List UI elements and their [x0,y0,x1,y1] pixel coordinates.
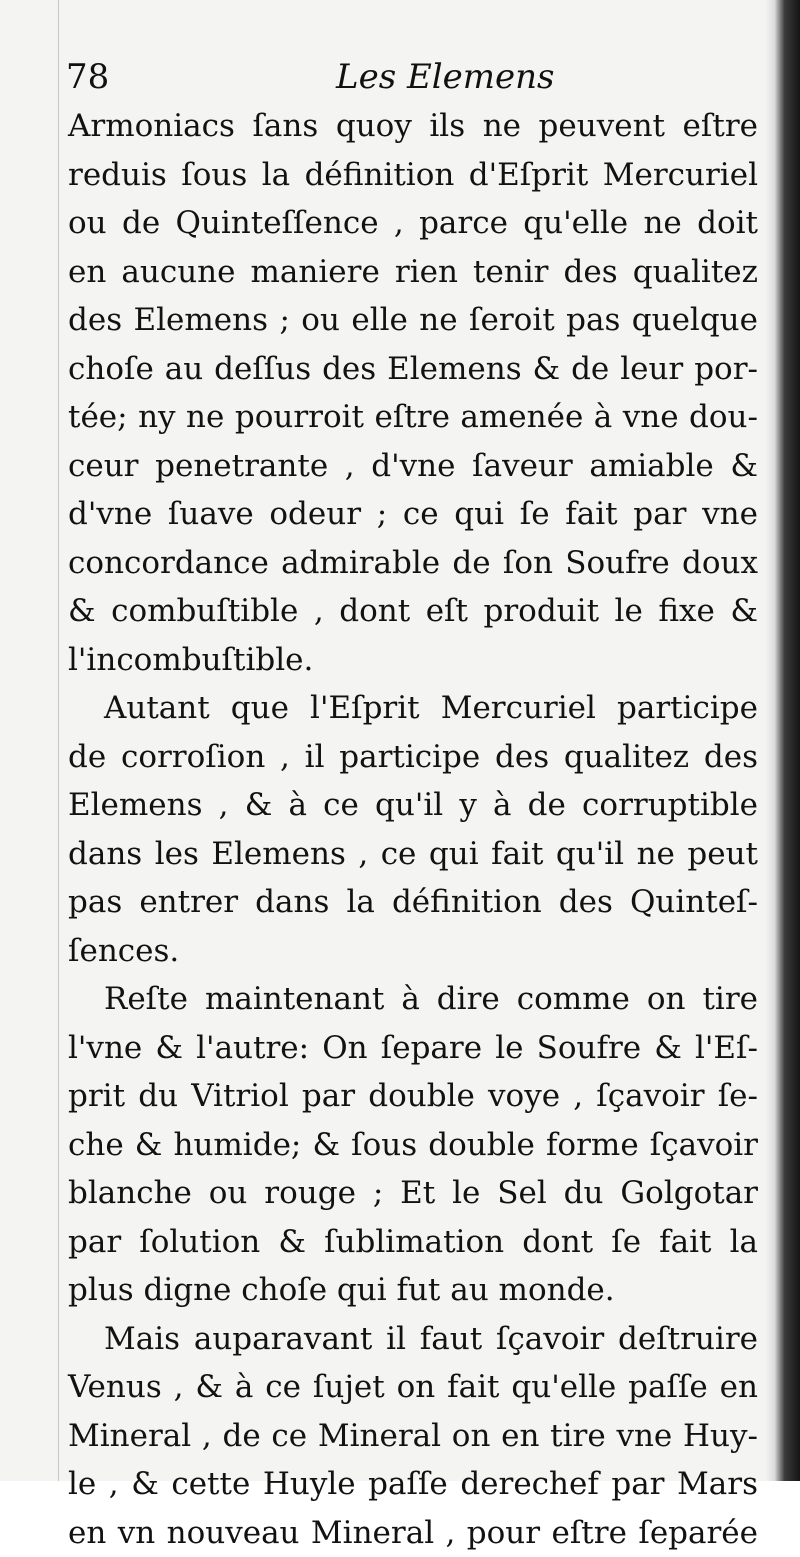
text-line: par ſolution & ſublimation dont ſe fait la [68,1218,758,1267]
text-line: prit du Vitriol par double voye , ſçavoir ſe- [68,1072,758,1121]
text-line: ceur penetrante , d'vne ſaveur amiable & [68,442,758,491]
text-line: l'vne & l'autre: On ſepare le Soufre & l'Eſ- [68,1024,758,1073]
text-line: ſences. [68,927,758,976]
text-line: en vn nouveau Mineral , pour eſtre ſeparée [68,1509,758,1557]
text-line: choſe au deſſus des Elemens & de leur por- [68,345,758,394]
text-line: l'incombuſtible. [68,636,758,685]
text-line: concordance admirable de ſon Soufre doux [68,539,758,588]
margin-rule [58,0,59,1481]
binding-edge [766,0,800,1481]
text-line: Elemens , & à ce qu'il y à de corruptible [68,781,758,830]
text-line: d'vne ſuave odeur ; ce qui ſe fait par vne [68,490,758,539]
page-number: 78 [66,52,109,102]
text-line: plus digne choſe qui fut au monde. [68,1266,758,1315]
text-line: & combuſtible , dont eſt produit le fixe & [68,587,758,636]
text-line: Mais auparavant il faut ſçavoir deſtruire [68,1315,758,1364]
text-line: tée; ny ne pourroit eſtre amenée à vne dou- [68,393,758,442]
text-line: Autant que l'Eſprit Mercuriel participe [68,684,758,733]
text-line: reduis ſous la définition d'Eſprit Mercuriel [68,151,758,200]
text-line: de corroſion , il participe des qualitez des [68,733,758,782]
text-line: Mineral , de ce Mineral on en tire vne Huy- [68,1412,758,1461]
text-line: pas entrer dans la définition des Quinteſ- [68,878,758,927]
text-line: dans les Elemens , ce qui fait qu'il ne peut [68,830,758,879]
text-line: Reſte maintenant à dire comme on tire [68,975,758,1024]
body-text [68,102,758,1557]
page-header [66,52,756,102]
text-line: Armoniacs ſans quoy ils ne peuvent eſtre [68,102,758,151]
text-line: blanche ou rouge ; Et le Sel du Golgotar [68,1169,758,1218]
text-line: le , & cette Huyle paſſe derechef par Mars [68,1460,758,1509]
text-line: en aucune maniere rien tenir des qualitez [68,248,758,297]
text-line: che & humide; & ſous double forme ſçavoir [68,1121,758,1170]
running-title: Les Elemens [336,52,554,102]
text-line: des Elemens ; ou elle ne ſeroit pas quelque [68,296,758,345]
text-line: Venus , & à ce ſujet on fait qu'elle paſſe en [68,1363,758,1412]
text-line: ou de Quinteſſence , parce qu'elle ne doit [68,199,758,248]
